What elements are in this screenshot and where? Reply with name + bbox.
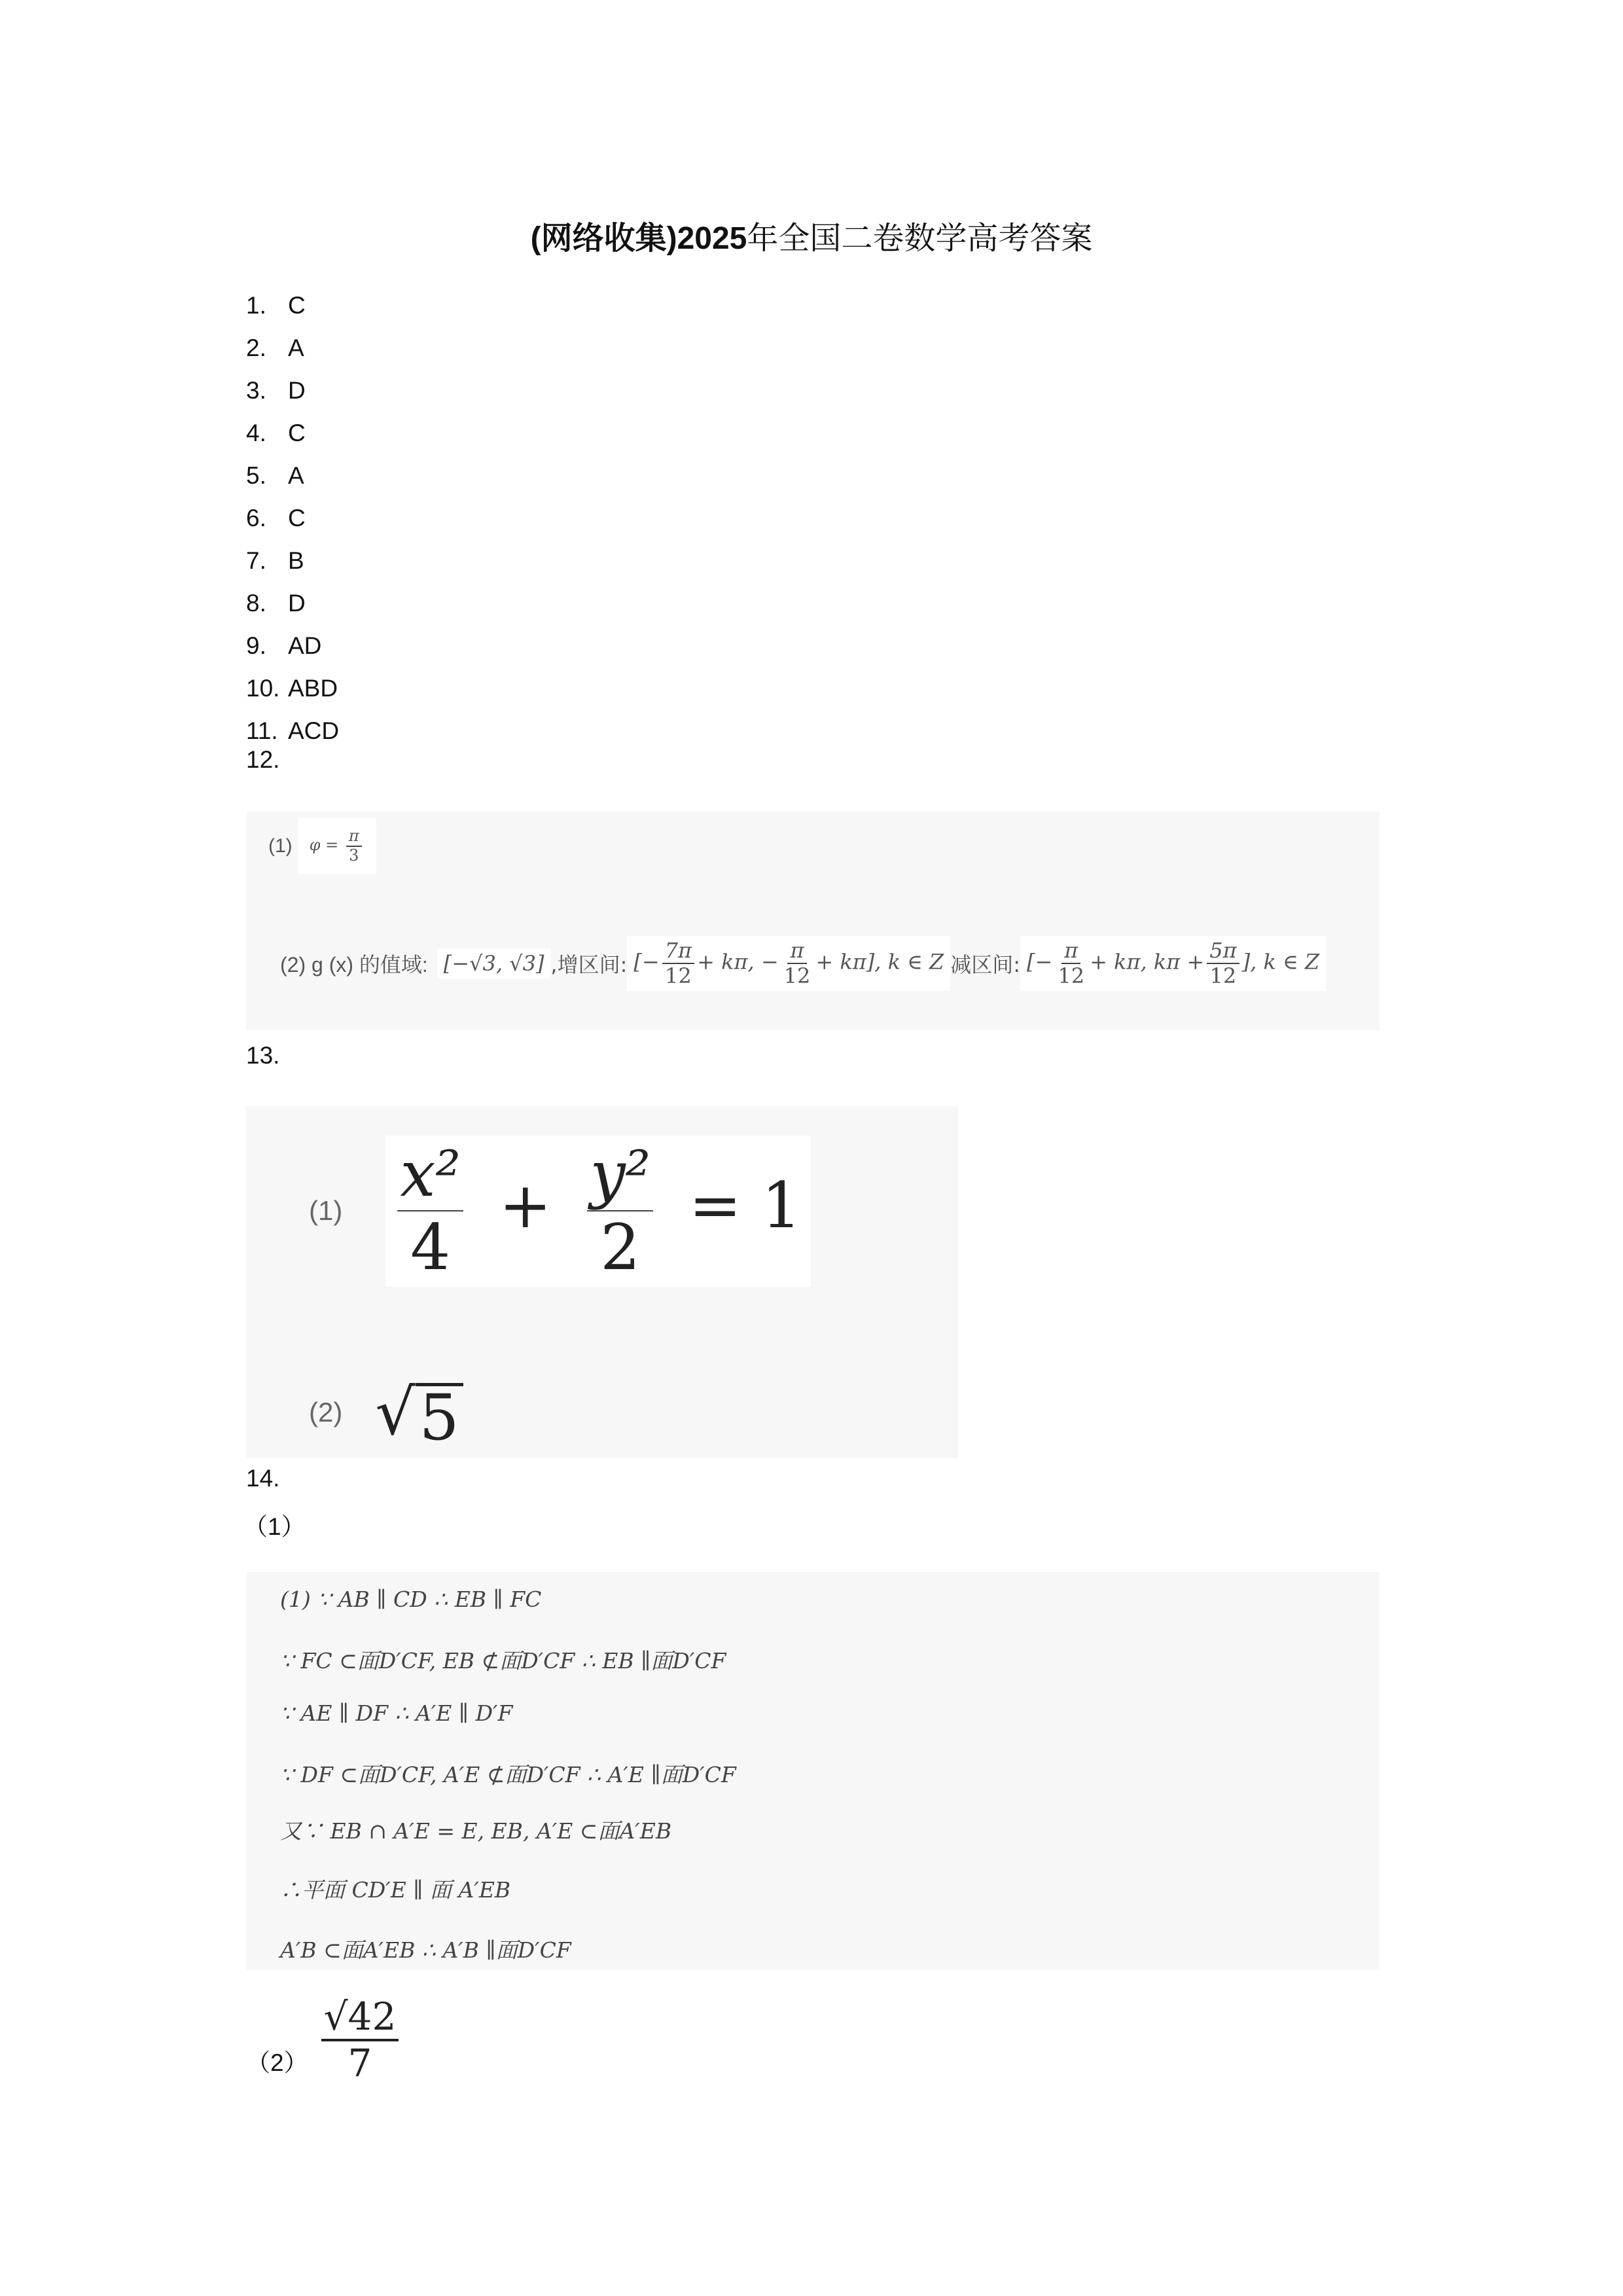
proof-line-6: ∴平面 CD′E ∥ 面 A′EB <box>280 1877 511 1903</box>
answer-choice: C <box>288 420 306 446</box>
answer-item <box>246 284 339 327</box>
q13-part2: (2) √ 5 <box>309 1376 463 1449</box>
proof-line-3: ∵ AE ∥ DF ∴ A′E ∥ D′F <box>280 1700 513 1726</box>
answer-choice: A <box>288 334 304 361</box>
answer-item <box>246 624 339 667</box>
answer-choice: C <box>288 505 306 531</box>
q12-increasing-interval: [− $\frac{7\pi}{12}$ + kπ, − $\frac{\pi}{12}$ + kπ], k ∈ Z <box>627 936 950 991</box>
answer-item <box>246 582 339 624</box>
q13-part1: (1) $\frac{\text{x²}}{4}$ + $\frac{\text{y²}}{2}$ = 1 <box>309 1136 811 1287</box>
answer-list <box>246 284 339 752</box>
proof-line-5: 又∵ EB ∩ A′E = E, EB, A′E ⊂面A′EB <box>280 1818 672 1844</box>
q13-label: 13. <box>246 1042 280 1069</box>
answer-number: 4. <box>246 420 266 446</box>
answer-number: 9. <box>246 632 266 659</box>
answer-number: 5. <box>246 462 266 489</box>
q12-range: [−√3, √3] <box>437 948 551 978</box>
answer-choice: C <box>288 292 306 319</box>
answer-choice: B <box>288 547 304 574</box>
answer-item <box>246 454 339 497</box>
q12-label: 12. <box>246 746 280 773</box>
proof-line-1: (1) ∵ AB ∥ CD ∴ EB ∥ FC <box>280 1587 542 1612</box>
q12-answer-box <box>246 812 1380 1030</box>
q14-proof-box <box>246 1572 1380 1970</box>
answer-number: 6. <box>246 505 266 531</box>
q12-part1: (1) φ = $\frac{\pi}{3}$ <box>268 818 376 874</box>
answer-item <box>246 539 339 582</box>
q13-sqrt-value: √ 5 <box>375 1376 463 1449</box>
q14-label: 14. <box>246 1465 280 1492</box>
answer-choice: AD <box>288 632 322 659</box>
answer-item <box>246 497 339 539</box>
answer-number: 2. <box>246 334 266 361</box>
answer-number: 3. <box>246 377 266 404</box>
q12-decreasing-interval: [− $\frac{\pi}{12}$ + kπ, kπ + $\frac{5\pi}{12}$ ], k ∈ Z <box>1020 936 1326 991</box>
answer-choice: ABD <box>288 675 338 702</box>
q14-part2: （2） $\frac{√42}{7}$ <box>246 1995 401 2085</box>
answer-number: 10. <box>246 675 280 702</box>
answer-choice: A <box>288 462 304 489</box>
q14-part1-label: （1） <box>243 1513 306 1540</box>
answer-item <box>246 667 339 709</box>
answer-item <box>246 412 339 454</box>
answer-choice: D <box>288 590 306 617</box>
q13-answer-box <box>246 1106 958 1458</box>
answer-choice: ACD <box>288 717 340 744</box>
answer-number: 11. <box>246 717 278 744</box>
answer-number: 1. <box>246 292 266 319</box>
answer-item <box>246 327 339 369</box>
answer-item <box>246 369 339 412</box>
page-title: (网络收集)2025年全国二卷数学高考答案 <box>530 221 1093 256</box>
proof-line-4: ∵ DF ⊂面D′CF, A′E ⊄面D′CF ∴ A′E ∥面D′CF <box>280 1762 736 1787</box>
proof-line-2: ∵ FC ⊂面D′CF, EB ⊄面D′CF ∴ EB ∥面D′CF <box>280 1648 726 1674</box>
answer-choice: D <box>288 377 306 404</box>
answer-number: 8. <box>246 590 266 617</box>
proof-line-7: A′B ⊂面A′EB ∴ A′B ∥面D′CF <box>280 1937 571 1963</box>
q12-part2: (2) g (x) 的值域: [−√3, √3] ,增区间: [− $\frac{7\pi}{12}$ + kπ, − $\frac{\pi}{12}$ + kπ], k ∈ Z 减区间: [− $\frac{\pi}{12}$ + kπ, kπ + $\frac{5\pi}{12}$ ], k ∈ Z <box>280 936 1326 991</box>
q14-answer-fraction: $\frac{√42}{7}$ <box>321 1995 399 2085</box>
q13-ellipse-equation: $\frac{\text{x²}}{4}$ + $\frac{\text{y²}}{2}$ = 1 <box>385 1136 810 1287</box>
answer-number: 7. <box>246 547 266 574</box>
q12-phi-formula: φ = $\frac{\pi}{3}$ <box>298 818 376 874</box>
